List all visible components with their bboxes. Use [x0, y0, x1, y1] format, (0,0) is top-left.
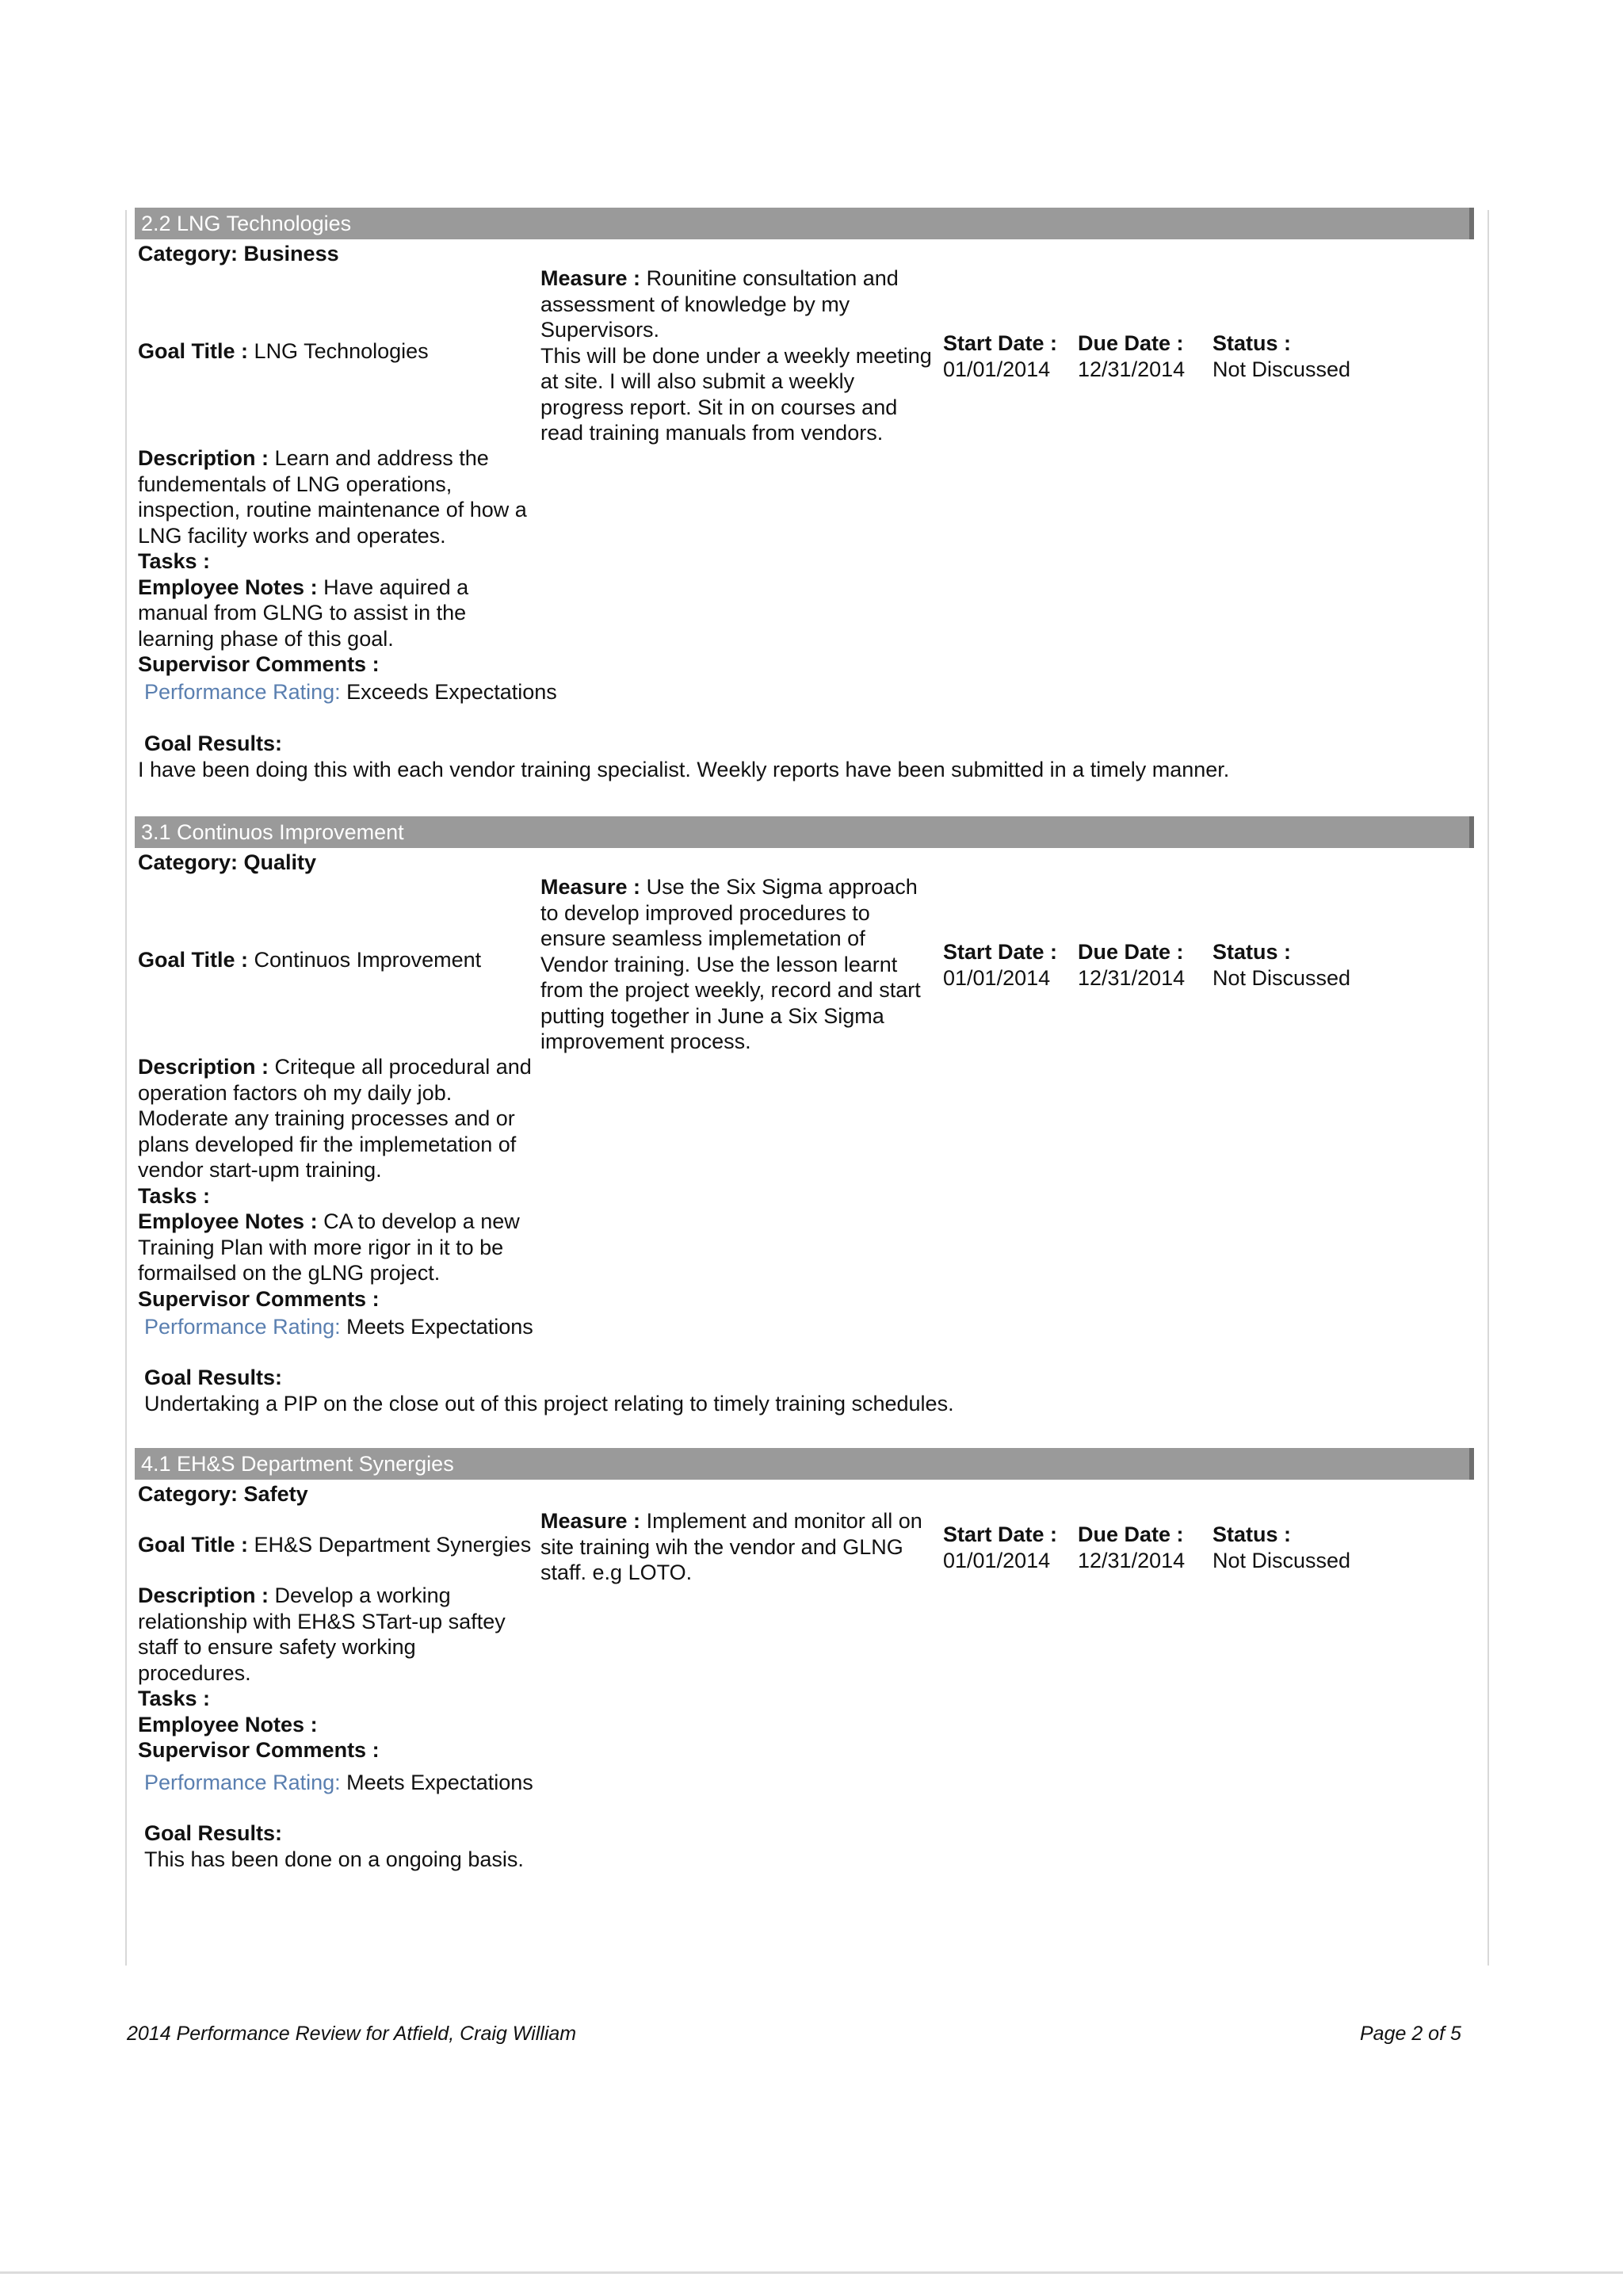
goal-results-label: Goal Results: [144, 1821, 283, 1845]
description-line: Learn and address the [274, 446, 489, 470]
section-header [135, 208, 1474, 239]
performance-rating-value: Meets Expectations [346, 1315, 533, 1339]
goal-results-text: I have been doing this with each vendor training specialist. Weekly reports have been submitted in a timely manner. [138, 757, 1230, 781]
due-date-value: 12/31/2014 [1078, 965, 1186, 990]
due-date [1078, 330, 1185, 382]
goal-title-value: LNG Technologies [254, 339, 429, 363]
performance-rating [144, 1314, 533, 1340]
section-header-title: 3.1 Continuos Improvement [141, 820, 404, 844]
measure-line: read training manuals from vendors. [540, 421, 884, 445]
tasks-label: Tasks : [138, 549, 211, 573]
category-value: Safety [243, 1482, 308, 1506]
footer-page-number: Page 2 of 5 [1360, 2023, 1461, 2045]
measure-line: Rounitine consultation and [646, 266, 899, 290]
goal-results-label: Goal Results: [144, 1366, 283, 1389]
section-header [135, 816, 1474, 848]
measure-block [540, 874, 937, 1055]
employee-notes-line: formailsed on the gLNG project. [138, 1261, 441, 1285]
performance-rating [144, 679, 557, 705]
measure-line: Vendor training. Use the lesson learnt [540, 952, 898, 976]
performance-rating-value: Exceeds Expectations [346, 680, 557, 704]
description-label: Description : [138, 1055, 269, 1079]
start-date-label: Start Date : [943, 331, 1058, 355]
category-label: Category: [138, 1482, 239, 1506]
category-line [135, 241, 1474, 267]
performance-rating-label: Performance Rating: [144, 1771, 341, 1794]
employee-notes-line: learning phase of this goal. [138, 626, 394, 651]
measure-line: from the project weekly, record and start [540, 978, 921, 1002]
measure-line: ensure seamless implemetation of [540, 926, 865, 950]
measure-line: improvement process. [540, 1030, 751, 1053]
status-label: Status : [1212, 940, 1292, 964]
goal-results [144, 1365, 1476, 1416]
employee-notes-label: Employee Notes : [138, 1712, 318, 1736]
due-date-value: 12/31/2014 [1078, 1548, 1186, 1572]
start-date-value: 01/01/2014 [943, 357, 1051, 381]
measure-line: assessment of knowledge by my [540, 292, 850, 316]
section-header-title: 4.1 EH&S Department Synergies [141, 1452, 454, 1476]
page-bottom-edge [0, 2271, 1623, 2274]
supervisor-comments-label: Supervisor Comments : [138, 1738, 380, 1762]
measure-line: at site. I will also submit a weekly [540, 369, 855, 393]
goal-details [138, 1054, 550, 1312]
goal-details [138, 1583, 550, 1763]
description-line: relationship with EH&S STart-up saftey [138, 1609, 506, 1633]
measure-line: staff. e.g LOTO. [540, 1561, 693, 1584]
goal-title [138, 1532, 531, 1558]
goal-title-value: Continuos Improvement [254, 948, 482, 972]
category-line [135, 1481, 1474, 1507]
start-date-value: 01/01/2014 [943, 1548, 1051, 1572]
goal-title-label: Goal Title : [138, 948, 249, 972]
due-date-label: Due Date : [1078, 331, 1184, 355]
due-date-value: 12/31/2014 [1078, 357, 1186, 381]
goal-section-ehs-department-synergies [135, 1448, 1474, 1892]
goal-title-label: Goal Title : [138, 1533, 249, 1557]
description-label: Description : [138, 446, 269, 470]
performance-rating-label: Performance Rating: [144, 1315, 341, 1339]
measure-block [540, 1508, 937, 1586]
goal-section-lng-technologies [135, 208, 1474, 794]
description-line: plans developed fir the implemetation of [138, 1132, 517, 1156]
measure-line: Implement and monitor all on [646, 1509, 922, 1533]
goal-results-text: Undertaking a PIP on the close out of this project relating to timely training schedules. [144, 1391, 954, 1415]
status-label: Status : [1212, 1522, 1292, 1546]
goal-results [144, 1820, 1476, 1872]
section-header-title: 2.2 LNG Technologies [141, 212, 352, 235]
start-date [943, 330, 1057, 382]
description-line: staff to ensure safety working [138, 1635, 416, 1659]
footer-document-title: 2014 Performance Review for Atfield, Craig William [127, 2023, 577, 2045]
status [1212, 330, 1350, 382]
measure-line: This will be done under a weekly meeting [540, 343, 932, 368]
description-line: LNG facility works and operates. [138, 523, 446, 548]
measure-line: site training wih the vendor and GLNG [540, 1534, 903, 1559]
status-label: Status : [1212, 331, 1292, 355]
tasks-label: Tasks : [138, 1687, 211, 1710]
section-header [135, 1448, 1474, 1480]
goal-title-value: EH&S Department Synergies [254, 1533, 532, 1557]
performance-rating-value: Meets Expectations [346, 1771, 533, 1794]
goal-title [138, 947, 481, 973]
measure-block [540, 266, 937, 446]
due-date [1078, 1522, 1185, 1573]
performance-rating [144, 1770, 533, 1796]
description-line: Moderate any training processes and or [138, 1106, 515, 1130]
status [1212, 939, 1350, 991]
goal-title [138, 338, 429, 365]
employee-notes-line: Training Plan with more rigor in it to be [138, 1235, 504, 1259]
measure-label: Measure : [540, 875, 641, 899]
description-line: procedures. [138, 1660, 251, 1685]
measure-label: Measure : [540, 1509, 641, 1533]
status-value: Not Discussed [1212, 965, 1351, 990]
page-frame-left-rule [125, 210, 127, 1966]
performance-rating-label: Performance Rating: [144, 680, 341, 704]
description-line: vendor start-upm training. [138, 1158, 382, 1182]
employee-notes-line: Have aquired a [323, 575, 469, 599]
goal-results [138, 731, 1476, 782]
goal-title-label: Goal Title : [138, 339, 249, 363]
supervisor-comments-label: Supervisor Comments : [138, 1286, 380, 1311]
status-value: Not Discussed [1212, 1548, 1351, 1572]
tasks-label: Tasks : [138, 1183, 211, 1208]
measure-line: Use the Six Sigma approach [646, 875, 918, 899]
goal-section-continuos-improvement [135, 816, 1474, 1427]
start-date [943, 1522, 1057, 1573]
due-date [1078, 939, 1185, 991]
start-date-label: Start Date : [943, 1522, 1058, 1546]
page-frame-right-rule [1487, 210, 1489, 1966]
status [1212, 1522, 1350, 1573]
measure-line: Supervisors. [540, 318, 660, 342]
goal-results-label: Goal Results: [144, 732, 283, 755]
description-line: fundementals of LNG operations, [138, 472, 453, 496]
measure-line: putting together in June a Six Sigma [540, 1003, 884, 1028]
goal-details [138, 445, 550, 678]
category-value: Quality [243, 850, 317, 874]
start-date-label: Start Date : [943, 940, 1058, 964]
supervisor-comments-label: Supervisor Comments : [138, 652, 380, 676]
description-line: Develop a working [274, 1584, 451, 1607]
description-label: Description : [138, 1584, 269, 1607]
description-line: operation factors oh my daily job. [138, 1080, 453, 1105]
description-line: Criteque all procedural and [274, 1055, 532, 1079]
employee-notes-label: Employee Notes : [138, 1209, 318, 1233]
due-date-label: Due Date : [1078, 1522, 1184, 1546]
category-label: Category: [138, 242, 239, 266]
category-label: Category: [138, 850, 239, 874]
start-date [943, 939, 1057, 991]
due-date-label: Due Date : [1078, 940, 1184, 964]
measure-line: to develop improved procedures to [540, 900, 870, 925]
employee-notes-line: manual from GLNG to assist in the [138, 601, 467, 625]
measure-label: Measure : [540, 266, 641, 290]
employee-notes-line: CA to develop a new [323, 1209, 520, 1233]
category-value: Business [243, 242, 339, 266]
start-date-value: 01/01/2014 [943, 965, 1051, 990]
category-line [135, 850, 1474, 876]
measure-line: progress report. Sit in on courses and [540, 395, 898, 419]
description-line: inspection, routine maintenance of how a [138, 498, 527, 521]
employee-notes-label: Employee Notes : [138, 575, 318, 599]
goal-results-text: This has been done on a ongoing basis. [144, 1847, 524, 1871]
status-value: Not Discussed [1212, 357, 1351, 381]
